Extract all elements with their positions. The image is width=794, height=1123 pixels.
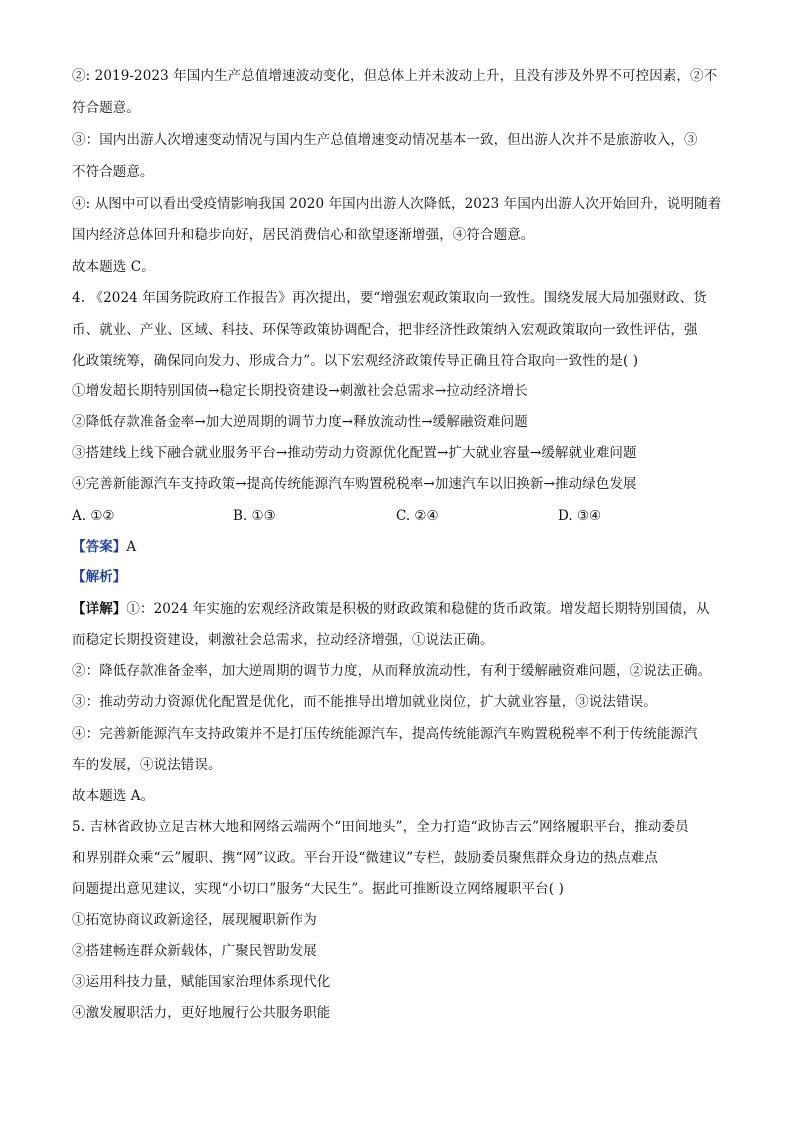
q3-analysis-item-4-line-1: ④: 从图中可以看出受疫情影响我国 2020 年国内出游人次降低，2023 年国内出游人次开始回升，说明随着 bbox=[72, 196, 722, 212]
q4-conclusion: 故本题选 A。 bbox=[72, 788, 155, 804]
q4-item-1: ①增发超长期特别国债→稳定长期投资建设→刺激社会总需求→拉动经济增长 bbox=[72, 383, 528, 399]
q4-option-d: D. ③④ bbox=[558, 508, 602, 524]
q3-analysis-item-4-line-2: 国内经济总体回升和稳步向好，居民消费信心和欲望逐渐增强，④符合题意。 bbox=[72, 227, 535, 243]
analysis-tag: 【解析】 bbox=[72, 569, 127, 585]
q3-analysis-item-3-line-2: 不符合题意。 bbox=[72, 164, 154, 180]
q3-analysis-item-2-line-1: ②: 2019-2023 年国内生产总值增速波动变化，但总体上并未波动上升，且没有涉及外界不可控因素，②不 bbox=[72, 68, 718, 84]
q4-item-3: ③搭建线上线下融合就业服务平台→推动劳动力资源优化配置→扩大就业容量→缓解就业难问题 bbox=[72, 445, 637, 461]
q5-stem-line-1: 5. 吉林省政协立足吉林大地和网络云端两个“田间地头”，全力打造“政协吉云”网络履职平台，推动委员 bbox=[72, 819, 689, 835]
q4-answer-line bbox=[72, 537, 136, 557]
q5-stem-line-3: 问题提出意见建议，实现“小切口”服务“大民生”。据此可推断设立网络履职平台( ) bbox=[72, 881, 564, 897]
q4-detail-4b: 车的发展，④说法错误。 bbox=[72, 757, 222, 773]
q4-stem-line-2: 币、就业、产业、区域、科技、环保等政策协调配合，把非经济性政策纳入宏观政策取向一致性评估，强 bbox=[72, 322, 698, 338]
q3-analysis-item-2-line-2: 符合题意。 bbox=[72, 100, 140, 116]
q5-stem-line-2: 和界别群众乘“云”履职、携“网”议政。平台开设“微建议”专栏，鼓励委员聚焦群众身边的热点难点 bbox=[72, 850, 659, 866]
q4-item-4: ④完善新能源汽车支持政策→提高传统能源汽车购置税税率→加速汽车以旧换新→推动绿色发展 bbox=[72, 476, 637, 492]
q3-conclusion: 故本题选 C。 bbox=[72, 259, 155, 275]
q4-detail-1b: 而稳定长期投资建设，刺激社会总需求，拉动经济增强，①说法正确。 bbox=[72, 632, 494, 648]
q4-detail-1a: ①：2024 年实施的宏观经济政策是积极的财政政策和稳健的货币政策。增发超长期特别国债，从 bbox=[126, 601, 710, 617]
q4-stem-line-3: 化政策统筹，确保同向发力、形成合力”。以下宏观经济政策传导正确且符合取向一致性的是( ) bbox=[72, 353, 639, 369]
q4-detail-4a: ④：完善新能源汽车支持政策并不是打压传统能源汽车，提高传统能源汽车购置税税率不利于传统能源汽 bbox=[72, 726, 698, 742]
q5-item-2: ②搭建畅连群众新载体，广聚民智助发展 bbox=[72, 943, 317, 959]
q4-option-c: C. ②④ bbox=[396, 508, 439, 524]
q4-option-a: A. ①② bbox=[72, 508, 115, 524]
q4-detail-3: ③：推动劳动力资源优化配置是优化，而不能推导出增加就业岗位，扩大就业容量，③说法错误。 bbox=[72, 694, 657, 710]
q5-item-4: ④激发履职活力，更好地履行公共服务职能 bbox=[72, 1005, 331, 1021]
q3-analysis-item-3-line-1: ③：国内出游人次增速变动情况与国内生产总值增速变动情况基本一致，但出游人次并不是旅游收入，③ bbox=[72, 132, 698, 148]
answer-tag: 【答案】 bbox=[72, 539, 127, 555]
answer-value: A bbox=[126, 539, 137, 555]
q5-item-3: ③运用科技力量，赋能国家治理体系现代化 bbox=[72, 974, 331, 990]
q4-item-2: ②降低存款准备金率→加大逆周期的调节力度→释放流动性→缓解融资难问题 bbox=[72, 414, 528, 430]
q4-stem-line-1: 4. 《2024 年国务院政府工作报告》再次提出，要“增强宏观政策取向一致性。围绕发展大局加强财政、货 bbox=[72, 290, 707, 306]
q5-item-1: ①拓宽协商议政新途径，展现履职新作为 bbox=[72, 912, 317, 928]
q4-option-b: B. ①③ bbox=[233, 508, 276, 524]
detail-tag: 【详解】 bbox=[72, 601, 127, 617]
q4-detail-line-1 bbox=[72, 599, 710, 619]
q4-detail-2: ②：降低存款准备金率，加大逆周期的调节力度，从而释放流动性，有利于缓解融资难问题，②说法正确。 bbox=[72, 663, 712, 679]
